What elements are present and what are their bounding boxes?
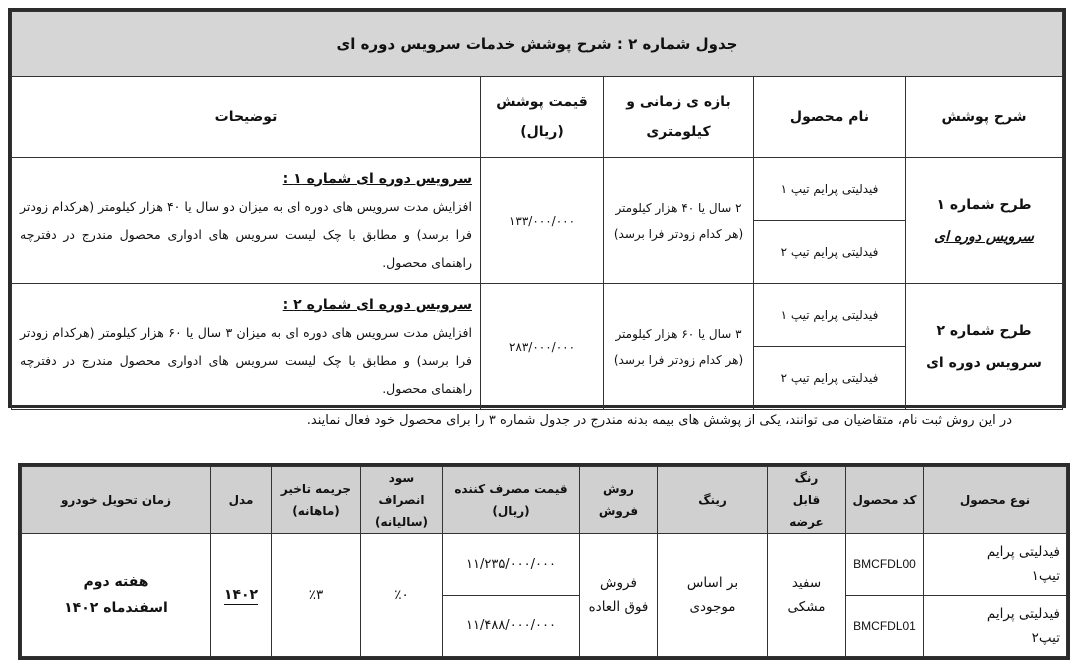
product-name: فیدلیتی پرایم تیپ ۲ <box>754 347 906 410</box>
period-cell <box>604 284 754 410</box>
color-black: مشکی <box>787 599 826 615</box>
sale-method: فروش فوق العاده <box>580 534 658 657</box>
model-year <box>211 534 272 657</box>
header-product: نام محصول <box>754 77 906 158</box>
registration-note: در این روش ثبت نام، متقاضیان می توانند، یکی از پوشش های بیمه بدنه مندرج در جدول شماره ۳ را برای محصول خود فعال نمایند. <box>306 413 1012 428</box>
header-coverage: شرح پوشش <box>906 77 1063 158</box>
period-cell <box>604 158 754 284</box>
header-color-line1: رنگ <box>794 471 819 485</box>
cancel-profit: ٪۰ <box>361 534 443 657</box>
table-row <box>22 534 1067 596</box>
header-cancel-line2: (سالیانه) <box>375 515 428 529</box>
header-consumer-price <box>443 467 580 534</box>
coverage-price: ۱۳۳/۰۰۰/۰۰۰ <box>481 158 604 284</box>
coverage-table <box>8 8 1066 408</box>
product-type-line2: تیپ۱ <box>1031 568 1060 585</box>
plan-name-line1: طرح شماره ۱ <box>936 196 1032 213</box>
product-type <box>924 595 1067 657</box>
description-title: سرویس دوره ای شماره ۲ : <box>282 296 472 313</box>
header-price-line2: (ریال) <box>492 504 530 518</box>
product-code: BMCFDL00 <box>846 534 924 596</box>
header-period-line2: کیلومتری <box>646 124 711 140</box>
table1-header-row <box>12 77 1063 158</box>
header-price-line2: (ریال) <box>520 124 564 140</box>
header-delay-penalty <box>272 467 361 534</box>
ring-line2: موجودی <box>689 599 736 615</box>
product-type <box>924 534 1067 596</box>
product-name: فیدلیتی پرایم تیپ ۱ <box>754 284 906 347</box>
product-name: فیدلیتی پرایم تیپ ۱ <box>754 158 906 221</box>
header-price <box>481 77 604 158</box>
table-row <box>12 158 1063 221</box>
period-line2: (هر کدام زودتر فرا برسد) <box>613 352 744 367</box>
header-cancel-line1: سود انصراف <box>378 471 425 507</box>
header-ring: رینگ <box>658 467 768 534</box>
product-name: فیدلیتی پرایم تیپ ۲ <box>754 221 906 284</box>
header-delay-line1: جریمه تاخیر <box>280 482 352 496</box>
header-product-type: نوع محصول <box>924 467 1067 534</box>
header-desc: توضیحات <box>12 77 481 158</box>
header-cancel-profit <box>361 467 443 534</box>
plan-name-line2: سرویس دوره ای <box>926 354 1042 371</box>
price-table-grid <box>21 466 1067 657</box>
description-text: افزایش مدت سرویس های دوره ای به میزان دو سال یا ۴۰ هزار کیلومتر (هرکدام زودتر فرا برسد) و مطابق با چک لیست سرویس های ادواری محصول مندرج در دفترچه راهنمای محصول. <box>20 198 472 270</box>
header-price-line1: قیمت پوشش <box>496 94 588 110</box>
table2-header-row <box>22 467 1067 534</box>
plan-description <box>12 158 481 284</box>
coverage-price: ۲۸۳/۰۰۰/۰۰۰ <box>481 284 604 410</box>
plan-name-line2: سرویس دوره ای <box>934 228 1034 245</box>
plan-name <box>906 158 1063 284</box>
delivery-line1: هفته دوم <box>83 574 149 590</box>
header-delivery: زمان تحویل خودرو <box>22 467 211 534</box>
ring-cell <box>658 534 768 657</box>
header-price-line1: قیمت مصرف کننده <box>454 482 568 496</box>
header-sale-method: روش فروش <box>580 467 658 534</box>
header-color-line2: قابل عرضه <box>789 493 824 529</box>
model-year-value: ۱۴۰۲ <box>223 587 259 603</box>
plan-name-line1: طرح شماره ۲ <box>936 322 1032 339</box>
period-line1: ۳ سال یا ۶۰ هزار کیلومتر <box>615 326 742 341</box>
price-table <box>18 463 1070 660</box>
table-row <box>12 284 1063 347</box>
plan-description <box>12 284 481 410</box>
header-color-available <box>768 467 846 534</box>
header-period-line1: بازه ی زمانی و <box>626 94 731 110</box>
plan-name <box>906 284 1063 410</box>
product-type-line2: تیپ۲ <box>1031 629 1060 646</box>
available-colors <box>768 534 846 657</box>
delay-penalty: ٪۳ <box>272 534 361 657</box>
period-line2: (هر کدام زودتر فرا برسد) <box>613 226 744 241</box>
header-period <box>604 77 754 158</box>
header-delay-line2: (ماهانه) <box>292 504 340 518</box>
period-line1: ۲ سال یا ۴۰ هزار کیلومتر <box>615 200 742 215</box>
consumer-price: ۱۱/۲۳۵/۰۰۰/۰۰۰ <box>443 534 580 596</box>
header-model: مدل <box>211 467 272 534</box>
color-white: سفید <box>791 575 822 591</box>
description-text: افزایش مدت سرویس های دوره ای به میزان ۳ سال یا ۶۰ هزار کیلومتر (هرکدام زودتر فرا برسد) و مطابق با چک لیست سرویس های ادواری محصول مندرج در دفترچه راهنمای محصول. <box>20 324 472 396</box>
coverage-table-grid <box>11 11 1063 410</box>
product-type-line1: فیدلیتی پرایم <box>986 544 1060 561</box>
delivery-time <box>22 534 211 657</box>
ring-line1: بر اساس <box>686 575 739 591</box>
product-type-line1: فیدلیتی پرایم <box>986 605 1060 622</box>
header-code: کد محصول <box>846 467 924 534</box>
delivery-line2: اسفندماه ۱۴۰۲ <box>64 600 168 616</box>
product-code: BMCFDL01 <box>846 595 924 657</box>
consumer-price: ۱۱/۴۸۸/۰۰۰/۰۰۰ <box>443 595 580 657</box>
table1-title: جدول شماره ۲ : شرح پوشش خدمات سرویس دوره ای <box>12 12 1063 77</box>
description-title: سرویس دوره ای شماره ۱ : <box>282 170 472 187</box>
